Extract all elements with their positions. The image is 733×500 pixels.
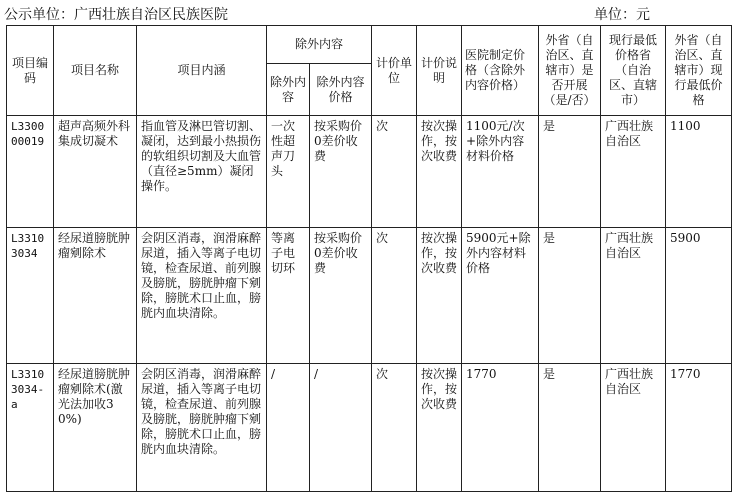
publishing-unit: 公示单位：广西壮族自治区民族医院: [4, 7, 228, 23]
table-row: [7, 228, 732, 364]
cell-excluded-content: /: [267, 364, 310, 492]
cell-other-lowest-price: 1770: [666, 364, 732, 492]
cell-hospital-price: 1100元/次+除外内容材料价格: [462, 116, 539, 228]
currency-unit: 单位：元: [594, 7, 650, 23]
header-note: 计价说明: [417, 26, 462, 116]
price-table: [6, 25, 732, 492]
header-other-lowest-price: 外省（自治区、直辖市）现行最低价格: [666, 26, 732, 116]
cell-unit: 次: [372, 116, 417, 228]
table-header: [7, 26, 732, 116]
cell-code: L33103034-a: [7, 364, 54, 492]
header-name: 项目名称: [54, 26, 137, 116]
table-row: [7, 364, 732, 492]
cell-name: 经尿道膀胱肿瘤剜除术: [54, 228, 137, 364]
document-header: [0, 0, 733, 26]
cell-lowest-region: 广西壮族自治区: [601, 116, 666, 228]
cell-unit: 次: [372, 228, 417, 364]
cell-hospital-price: 1770: [462, 364, 539, 492]
cell-name: 超声高频外科集成切凝术: [54, 116, 137, 228]
header-code: 项目编码: [7, 26, 54, 116]
cell-hospital-price: 5900元+除外内容材料价格: [462, 228, 539, 364]
cell-note: 按次操作，按次收费: [417, 116, 462, 228]
cell-excluded-content: 等离子电切环: [267, 228, 310, 364]
header-excluded-content: 除外内容: [267, 64, 310, 116]
cell-other-province-open: 是: [539, 116, 601, 228]
cell-excluded-price: /: [310, 364, 372, 492]
header-unit: 计价单位: [372, 26, 417, 116]
header-excluded-group: 除外内容: [267, 26, 372, 64]
header-content: 项目内涵: [137, 26, 267, 116]
cell-content: 会阴区消毒，润滑麻醉尿道，插入等离子电切镜，检查尿道、前列腺及膀胱，膀胱肿瘤下剜除，膀胱术口止血，膀胱内血块清除。: [137, 228, 267, 364]
header-excluded-price: 除外内容价格: [310, 64, 372, 116]
cell-code: L33103034: [7, 228, 54, 364]
cell-other-lowest-price: 1100: [666, 116, 732, 228]
header-lowest-region: 现行最低价格省（自治区、直辖市）: [601, 26, 666, 116]
cell-content: 指血管及淋巴管切割、凝闭，达到最小热损伤的软组织切割及大血管（直径≥5mm）凝闭操作。: [137, 116, 267, 228]
cell-note: 按次操作，按次收费: [417, 364, 462, 492]
cell-excluded-content: 一次性超声刀头: [267, 116, 310, 228]
header-other-province-open: 外省（自治区、直辖市）是否开展（是/否）: [539, 26, 601, 116]
table-row: [7, 116, 732, 228]
cell-other-lowest-price: 5900: [666, 228, 732, 364]
cell-content: 会阴区消毒，润滑麻醉尿道，插入等离子电切镜，检查尿道、前列腺及膀胱，膀胱肿瘤下剜除，膀胱术口止血，膀胱内血块清除。: [137, 364, 267, 492]
cell-excluded-price: 按采购价0差价收费: [310, 116, 372, 228]
cell-unit: 次: [372, 364, 417, 492]
cell-lowest-region: 广西壮族自治区: [601, 364, 666, 492]
cell-excluded-price: 按采购价0差价收费: [310, 228, 372, 364]
header-hospital-price: 医院制定价格（含除外内容价格）: [462, 26, 539, 116]
cell-other-province-open: 是: [539, 228, 601, 364]
cell-lowest-region: 广西壮族自治区: [601, 228, 666, 364]
cell-other-province-open: 是: [539, 364, 601, 492]
cell-code: L330000019: [7, 116, 54, 228]
cell-name: 经尿道膀胱肿瘤剜除术(激光法加收30%): [54, 364, 137, 492]
cell-note: 按次操作，按次收费: [417, 228, 462, 364]
